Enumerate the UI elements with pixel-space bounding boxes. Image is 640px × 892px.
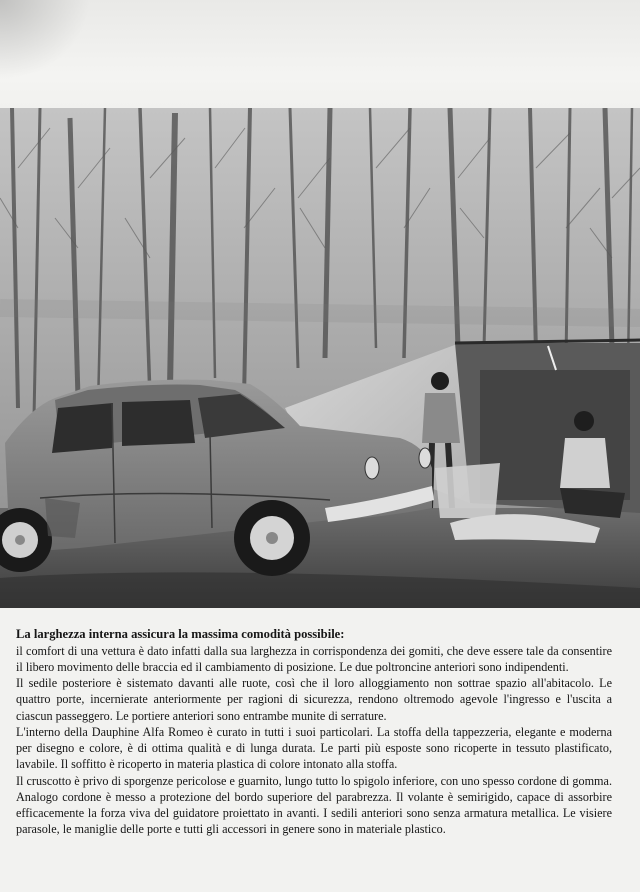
photo-illustration (0, 108, 640, 608)
caption-text-block (16, 626, 612, 838)
caption-paragraph: Il cruscotto è privo di sporgenze pericolose e guarnito, lungo tutto lo spigolo inferiore, con uno spesso cordone di gomma. Analogo cordone è messo a protezione del bordo superiore del parabrezza. Il volante è semirigido, capace di assorbire efficacemente la forza viva del guidatore proiettato in avanti. I sedili anteriori sono senza armatura metallica. Le visiere parasole, le maniglie delle porte e tutti gli accessori in genere sono in materiale plastico. (16, 773, 612, 837)
caption-paragraph: Il sedile posteriore è sistemato davanti alle ruote, così che il loro alloggiamento non sottrae spazio all'abitacolo. Le quattro porte, incernierate anteriormente per ragioni di sicurezza, rendono oltremodo agevole l'ingresso e l'uscita a ciascun passeggero. Le portiere anteriori sono entrambe munite di serrature. (16, 676, 612, 723)
caption-heading: La larghezza interna assicura la massima comodità possibile: (16, 627, 345, 641)
caption-paragraph: il comfort di una vettura è dato infatti dalla sua larghezza in corrispondenza dei gomiti, che deve essere tale da consentire il libero movimento delle braccia ed il cambiamento di posizione. Le due poltroncine anteriori sono indipendenti. (16, 643, 612, 674)
photograph-car-camping (0, 108, 640, 608)
page-corner-shadow (0, 0, 90, 80)
page-top-margin (0, 0, 640, 108)
caption-paragraph: L'interno della Dauphine Alfa Romeo è curato in tutti i suoi particolari. La stoffa della tappezzeria, elegante e moderna per disegno e colore, è di ottima qualità e di lunga durata. Le parti più esposte sono ricoperte in tessuto plastificato, lavabile. Il soffitto è ricoperto in materia plastica di colore intonato alla stoffa. (16, 724, 612, 772)
